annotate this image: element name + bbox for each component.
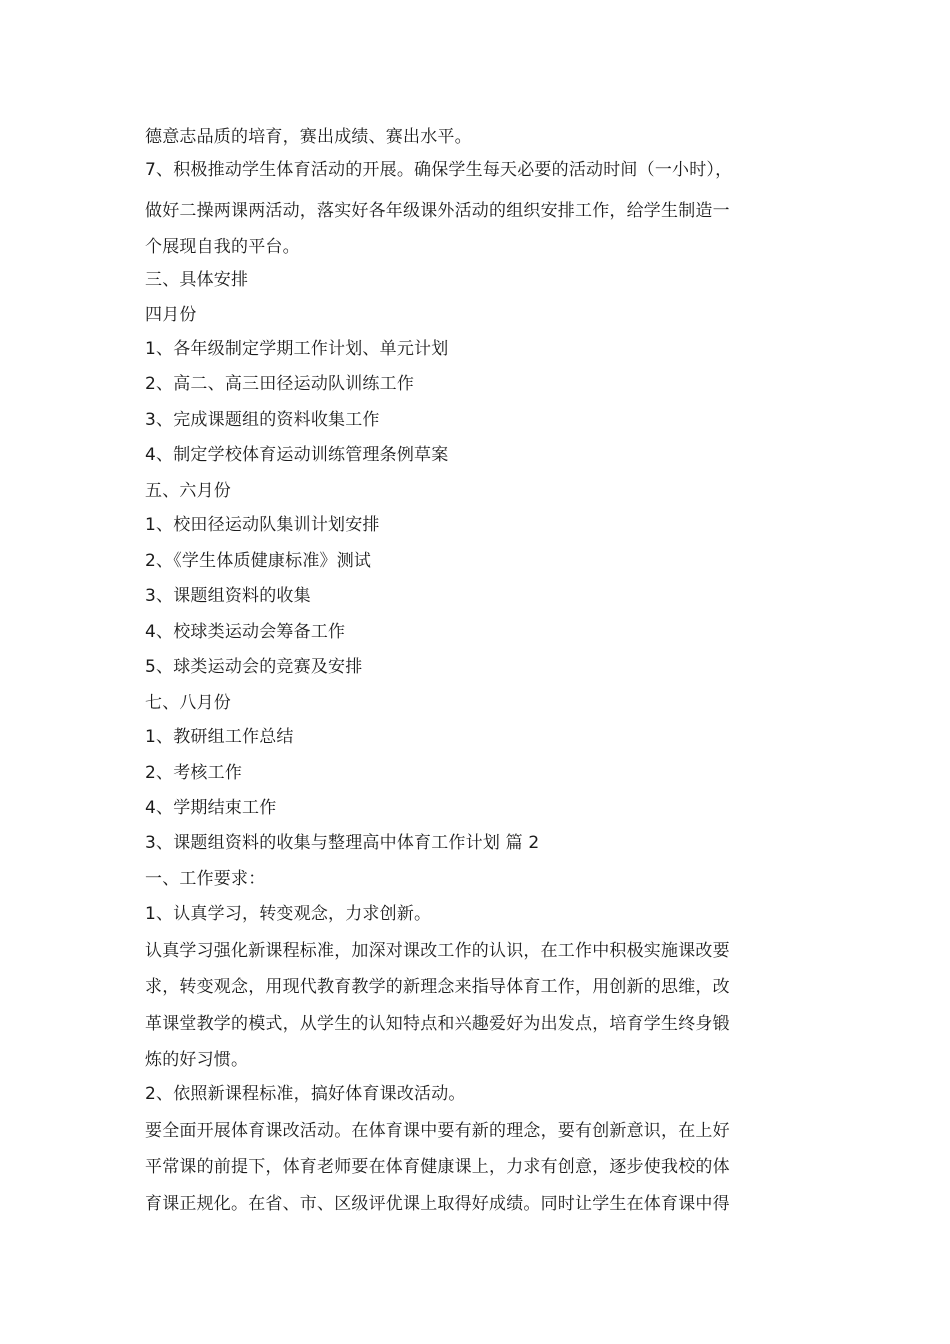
paragraph-line: 炼的好习惯。 [145,1050,249,1070]
section-heading: 一、工作要求： [145,869,266,889]
text-line: 德意志品质的培育，赛出成绩、赛出水平。 [145,127,472,147]
paragraph-line: 认真学习强化新课程标准，加深对课改工作的认识，在工作中积极实施课改要 [145,941,730,961]
list-item: 3、课题组资料的收集 [145,586,311,606]
paragraph-line: 求，转变观念，用现代教育教学的新理念来指导体育工作，用创新的思维，改 [145,977,730,997]
list-item: 1、校田径运动队集训计划安排 [145,515,380,535]
text-line: 7、积极推动学生体育活动的开展。确保学生每天必要的活动时间（一小时）， [145,160,733,180]
list-item: 2、考核工作 [145,763,243,783]
text-line: 做好二操两课两活动，落实好各年级课外活动的组织安排工作，给学生制造一 [145,201,730,221]
list-item: 2、依照新课程标准，搞好体育课改活动。 [145,1084,466,1104]
list-item: 3、课题组资料的收集与整理高中体育工作计划 篇 2 [145,833,540,853]
list-item: 2、《学生体质健康标准》测试 [145,551,372,571]
paragraph-line: 要全面开展体育课改活动。在体育课中要有新的理念，要有创新意识，在上好 [145,1121,730,1141]
section-heading: 三、具体安排 [145,270,249,290]
paragraph-line: 革课堂教学的模式，从学生的认知特点和兴趣爱好为出发点，培育学生终身锻 [145,1014,730,1034]
list-item: 3、完成课题组的资料收集工作 [145,410,380,430]
list-item: 5、球类运动会的竞赛及安排 [145,657,363,677]
paragraph-line: 平常课的前提下，体育老师要在体育健康课上，力求有创意，逐步使我校的体 [145,1157,730,1177]
list-item: 2、高二、高三田径运动队训练工作 [145,374,415,394]
list-item: 1、教研组工作总结 [145,727,294,747]
paragraph-line: 育课正规化。在省、市、区级评优课上取得好成绩。同时让学生在体育课中得 [145,1194,730,1214]
month-heading: 四月份 [145,305,197,325]
list-item: 4、学期结束工作 [145,798,277,818]
list-item: 4、制定学校体育运动训练管理条例草案 [145,445,449,465]
list-item: 1、认真学习，转变观念，力求创新。 [145,904,432,924]
text-line: 个展现自我的平台。 [145,237,300,257]
list-item: 4、校球类运动会筹备工作 [145,622,346,642]
month-heading: 五、六月份 [145,481,231,501]
month-heading: 七、八月份 [145,693,231,713]
list-item: 1、各年级制定学期工作计划、单元计划 [145,339,449,359]
